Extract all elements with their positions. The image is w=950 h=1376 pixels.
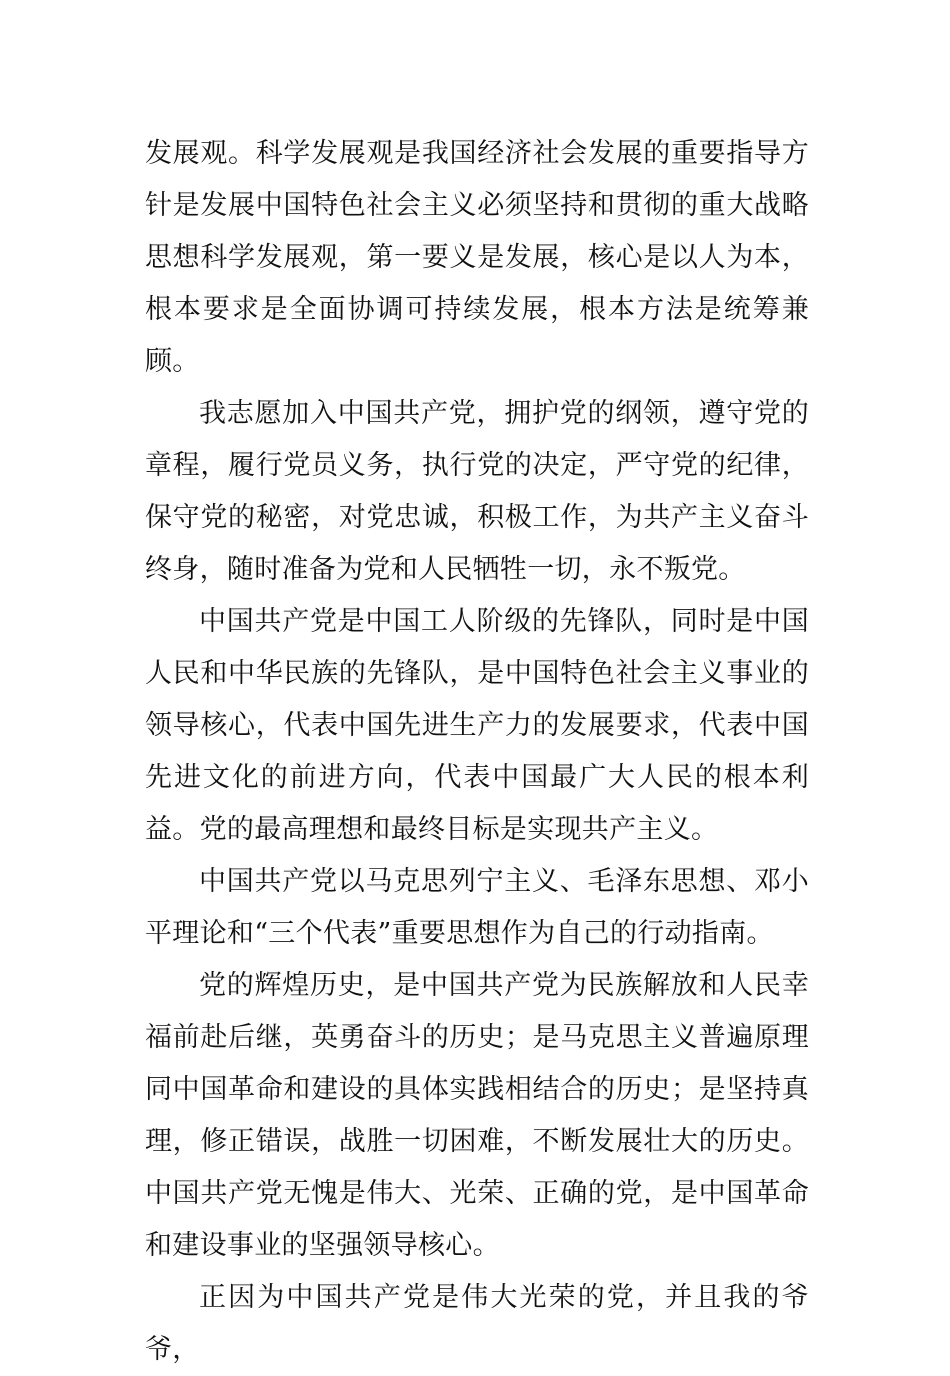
document-body <box>145 128 809 1376</box>
paragraph-oath: 我志愿加入中国共产党，拥护党的纲领，遵守党的章程，履行党员义务，执行党的决定，严守党的纪律，保守党的秘密，对党忠诚，积极工作，为共产主义奋斗终身，随时准备为党和人民牺牲一切，永不叛党。 <box>145 398 809 585</box>
paragraph-guiding-ideology: 中国共产党以马克思列宁主义、毛泽东思想、邓小平理论和“三个代表”重要思想作为自己的行动指南。 <box>145 866 809 949</box>
paragraph-closing: 正因为中国共产党是伟大光荣的党，并且我的爷爷， <box>145 1282 809 1365</box>
paragraph-party-nature: 中国共产党是中国工人阶级的先锋队，同时是中国人民和中华民族的先锋队，是中国特色社会主义事业的领导核心，代表中国先进生产力的发展要求，代表中国先进文化的前进方向，代表中国最广大人民的根本利益。党的最高理想和最终目标是实现共产主义。 <box>145 606 809 845</box>
paragraph-continuation: 发展观。科学发展观是我国经济社会发展的重要指导方针是发展中国特色社会主义必须坚持和贯彻的重大战略思想科学发展观，第一要义是发展，核心是以人为本，根本要求是全面协调可持续发展，根本方法是统筹兼顾。 <box>145 138 809 377</box>
paragraph-party-history: 党的辉煌历史，是中国共产党为民族解放和人民幸福前赴后继，英勇奋斗的历史；是马克思主义普遍原理同中国革命和建设的具体实践相结合的历史；是坚持真理，修正错误，战胜一切困难，不断发展壮大的历史。中国共产党无愧是伟大、光荣、正确的党，是中国革命和建设事业的坚强领导核心。 <box>145 970 809 1261</box>
